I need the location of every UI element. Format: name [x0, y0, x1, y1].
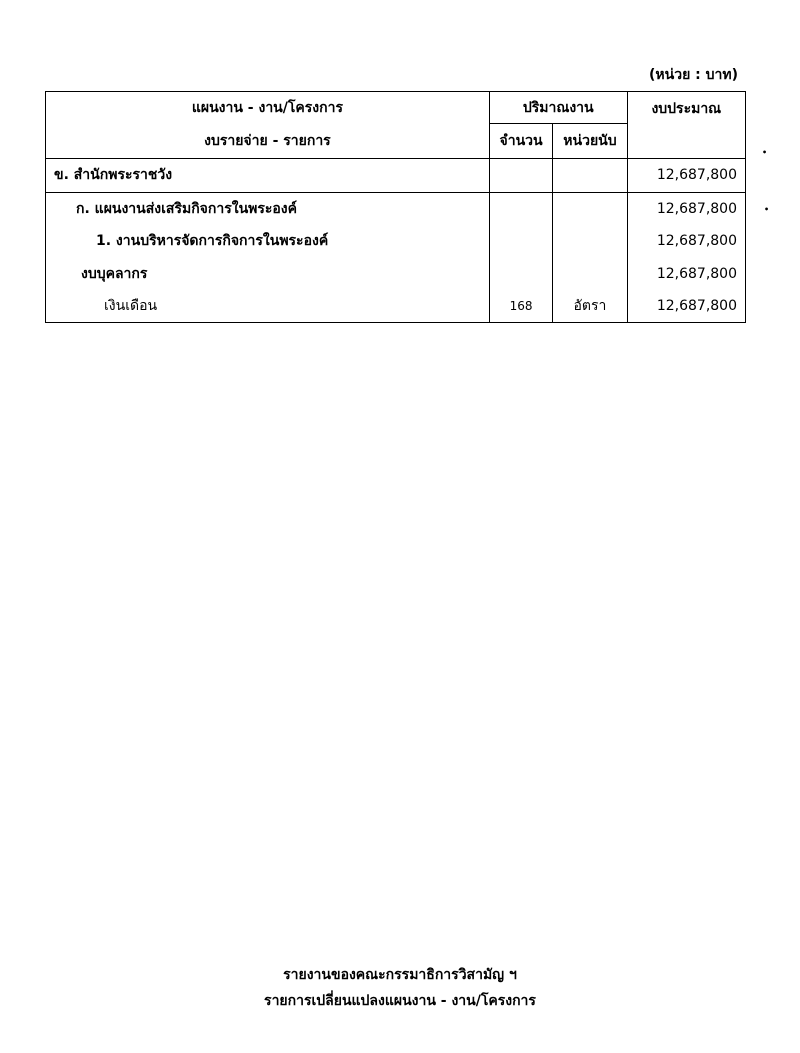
row-budget: 12,687,800 [627, 225, 745, 257]
table-row [46, 192, 746, 225]
section-unit [553, 158, 627, 192]
footer-line-1: รายงานของคณะกรรมาธิการวิสามัญ ฯ [283, 967, 517, 983]
row-quantity: 168 [489, 290, 552, 323]
row-unit [553, 225, 627, 257]
row-label: 1. งานบริหารจัดการกิจการในพระองค์ [46, 225, 490, 257]
row-budget: 12,687,800 [627, 290, 745, 323]
row-unit [553, 257, 627, 289]
section-budget: 12,687,800 [627, 158, 745, 192]
budget-header: งบประมาณ [627, 92, 745, 159]
section-row [46, 158, 746, 192]
table-row [46, 290, 746, 323]
table-row [46, 225, 746, 257]
row-budget: 12,687,800 [627, 257, 745, 289]
footer-line-2: รายการเปลี่ยนแปลงแผนงาน - งาน/โครงการ [264, 993, 536, 1009]
row-quantity [489, 192, 552, 225]
row-quantity [489, 257, 552, 289]
table-row [46, 257, 746, 289]
margin-mark: • [762, 148, 768, 157]
table-header-row [46, 92, 746, 124]
row-label: เงินเดือน [46, 290, 490, 323]
expense-header: งบรายจ่าย - รายการ [46, 124, 490, 158]
row-label: ก. แผนงานส่งเสริมกิจการในพระองค์ [46, 192, 490, 225]
unit-note: (หน่วย : บาท) [649, 67, 738, 83]
budget-table [45, 91, 746, 323]
row-unit: อัตรา [553, 290, 627, 323]
section-quantity [489, 158, 552, 192]
row-label: งบบุคลากร [46, 257, 490, 289]
plan-header: แผนงาน - งาน/โครงการ [46, 92, 490, 124]
volume-header: ปริมาณงาน [489, 92, 627, 124]
quantity-header: จำนวน [489, 124, 552, 158]
row-unit [553, 192, 627, 225]
row-budget: 12,687,800 [627, 192, 745, 225]
row-quantity [489, 225, 552, 257]
section-label: ข. สำนักพระราชวัง [46, 158, 490, 192]
unit-header: หน่วยนับ [553, 124, 627, 158]
margin-mark: • [764, 205, 770, 214]
